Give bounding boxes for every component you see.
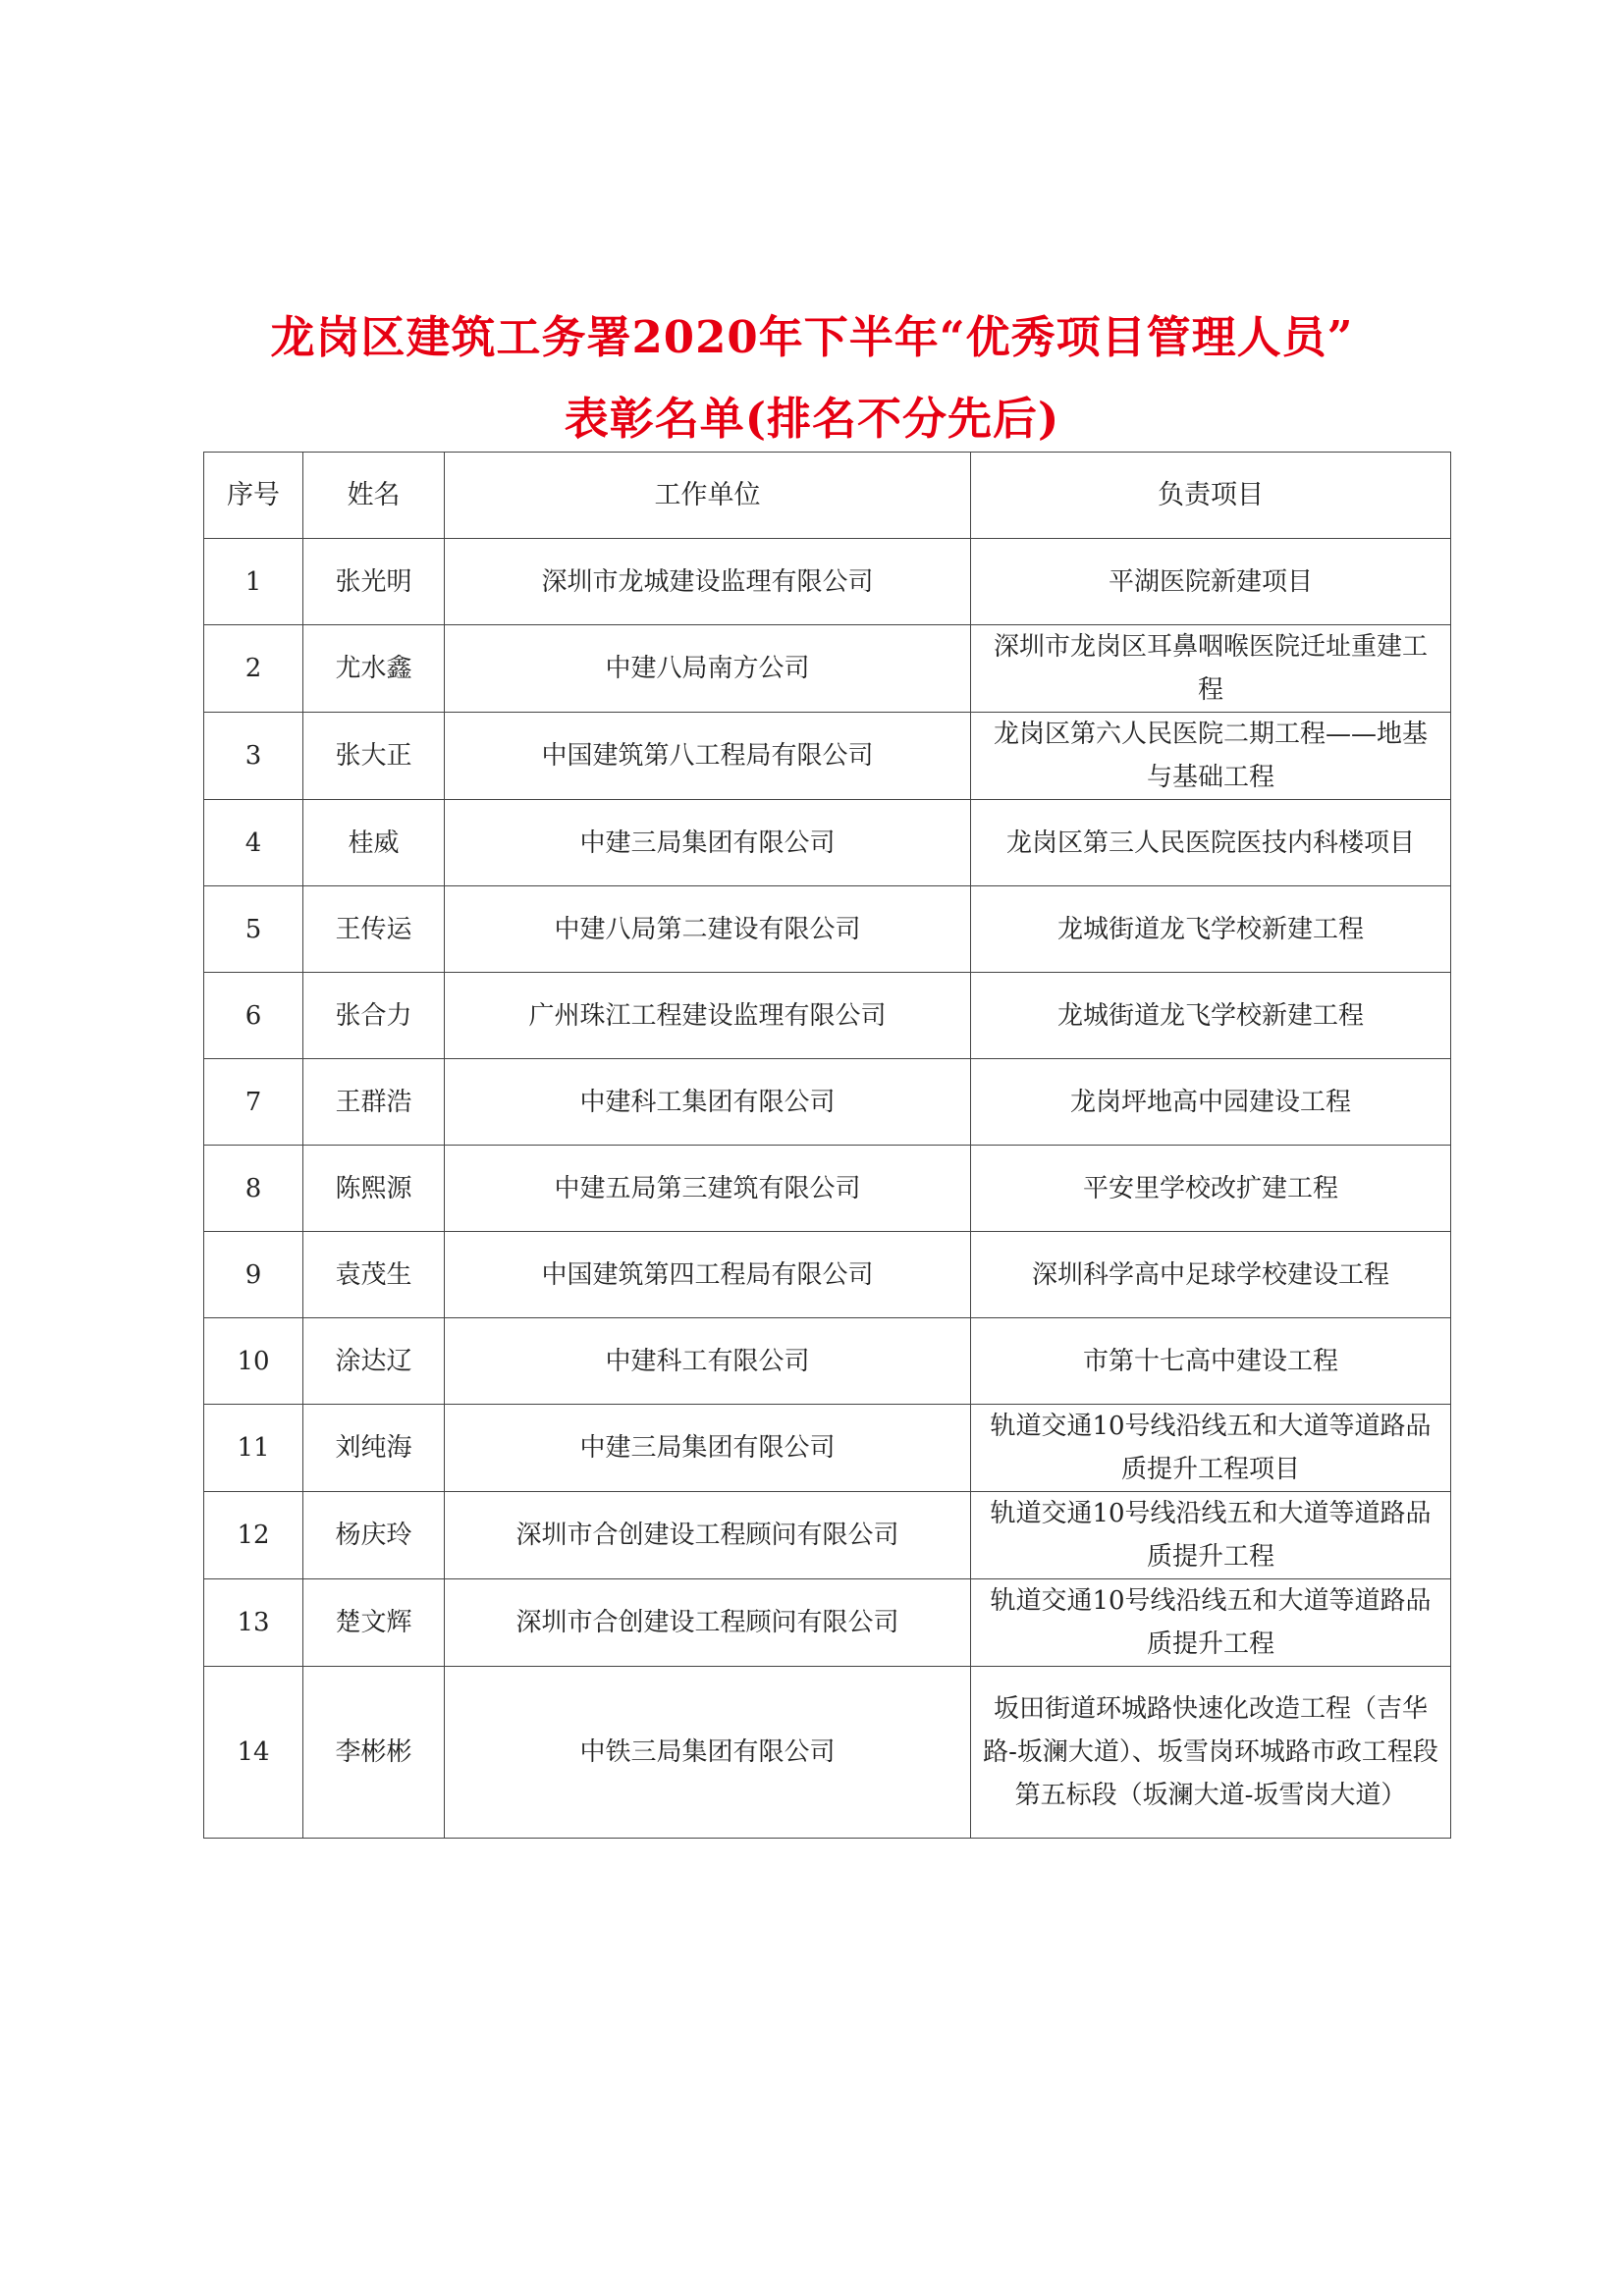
row-number: 5 [204, 886, 303, 973]
award-table [203, 452, 1451, 1839]
header-project: 负责项目 [971, 453, 1451, 539]
document-subtitle: 表彰名单(排名不分先后) [564, 393, 1060, 445]
table-row [204, 886, 1451, 973]
table-row [204, 1405, 1451, 1492]
row-name: 陈熙源 [303, 1146, 445, 1232]
row-name: 李彬彬 [303, 1667, 445, 1839]
row-project: 平安里学校改扩建工程 [971, 1146, 1451, 1232]
document-title: 龙岗区建筑工务署2020年下半年“优秀项目管理人员” [270, 311, 1354, 363]
row-unit: 中建科工集团有限公司 [445, 1059, 971, 1146]
row-name: 张合力 [303, 973, 445, 1059]
row-project: 深圳科学高中足球学校建设工程 [971, 1232, 1451, 1318]
row-project: 龙岗区第六人民医院二期工程——地基与基础工程 [971, 713, 1451, 800]
table-row [204, 1667, 1451, 1839]
row-name: 王群浩 [303, 1059, 445, 1146]
row-number: 3 [204, 713, 303, 800]
row-number: 10 [204, 1318, 303, 1405]
row-project: 坂田街道环城路快速化改造工程（吉华路-坂澜大道）、坂雪岗环城路市政工程段第五标段（坂澜大道-坂雪岗大道） [971, 1667, 1451, 1839]
table-row [204, 625, 1451, 713]
row-project: 龙城街道龙飞学校新建工程 [971, 886, 1451, 973]
row-project: 轨道交通10号线沿线五和大道等道路品质提升工程 [971, 1579, 1451, 1667]
row-unit: 中建三局集团有限公司 [445, 800, 971, 886]
header-number: 序号 [204, 453, 303, 539]
table-row [204, 973, 1451, 1059]
row-unit: 中建三局集团有限公司 [445, 1405, 971, 1492]
row-project: 龙岗坪地高中园建设工程 [971, 1059, 1451, 1146]
row-unit: 中建八局第二建设有限公司 [445, 886, 971, 973]
table-header-row [204, 453, 1451, 539]
row-number: 4 [204, 800, 303, 886]
table-row [204, 1232, 1451, 1318]
row-name: 刘纯海 [303, 1405, 445, 1492]
row-name: 袁茂生 [303, 1232, 445, 1318]
row-number: 8 [204, 1146, 303, 1232]
row-name: 楚文辉 [303, 1579, 445, 1667]
row-number: 6 [204, 973, 303, 1059]
row-name: 张光明 [303, 539, 445, 625]
row-project: 市第十七高中建设工程 [971, 1318, 1451, 1405]
row-name: 杨庆玲 [303, 1492, 445, 1579]
header-unit: 工作单位 [445, 453, 971, 539]
row-project: 平湖医院新建项目 [971, 539, 1451, 625]
row-number: 1 [204, 539, 303, 625]
row-number: 12 [204, 1492, 303, 1579]
table-row [204, 1059, 1451, 1146]
table-row [204, 1146, 1451, 1232]
table-row [204, 1318, 1451, 1405]
row-number: 11 [204, 1405, 303, 1492]
row-unit: 深圳市龙城建设监理有限公司 [445, 539, 971, 625]
row-unit: 广州珠江工程建设监理有限公司 [445, 973, 971, 1059]
row-name: 王传运 [303, 886, 445, 973]
row-unit: 中建五局第三建筑有限公司 [445, 1146, 971, 1232]
row-name: 涂达辽 [303, 1318, 445, 1405]
row-unit: 深圳市合创建设工程顾问有限公司 [445, 1579, 971, 1667]
header-name: 姓名 [303, 453, 445, 539]
table-row [204, 539, 1451, 625]
row-project: 龙岗区第三人民医院医技内科楼项目 [971, 800, 1451, 886]
row-unit: 中铁三局集团有限公司 [445, 1667, 971, 1839]
row-number: 2 [204, 625, 303, 713]
table-row [204, 1492, 1451, 1579]
row-project: 轨道交通10号线沿线五和大道等道路品质提升工程 [971, 1492, 1451, 1579]
row-project: 轨道交通10号线沿线五和大道等道路品质提升工程项目 [971, 1405, 1451, 1492]
row-unit: 中国建筑第四工程局有限公司 [445, 1232, 971, 1318]
table-row [204, 713, 1451, 800]
row-unit: 深圳市合创建设工程顾问有限公司 [445, 1492, 971, 1579]
table-row [204, 800, 1451, 886]
row-number: 9 [204, 1232, 303, 1318]
row-project: 深圳市龙岗区耳鼻咽喉医院迁址重建工程 [971, 625, 1451, 713]
row-unit: 中建科工有限公司 [445, 1318, 971, 1405]
row-number: 7 [204, 1059, 303, 1146]
row-unit: 中国建筑第八工程局有限公司 [445, 713, 971, 800]
table-row [204, 1579, 1451, 1667]
row-name: 张大正 [303, 713, 445, 800]
row-name: 桂威 [303, 800, 445, 886]
row-name: 尤水鑫 [303, 625, 445, 713]
row-number: 13 [204, 1579, 303, 1667]
row-unit: 中建八局南方公司 [445, 625, 971, 713]
row-project: 龙城街道龙飞学校新建工程 [971, 973, 1451, 1059]
row-number: 14 [204, 1667, 303, 1839]
